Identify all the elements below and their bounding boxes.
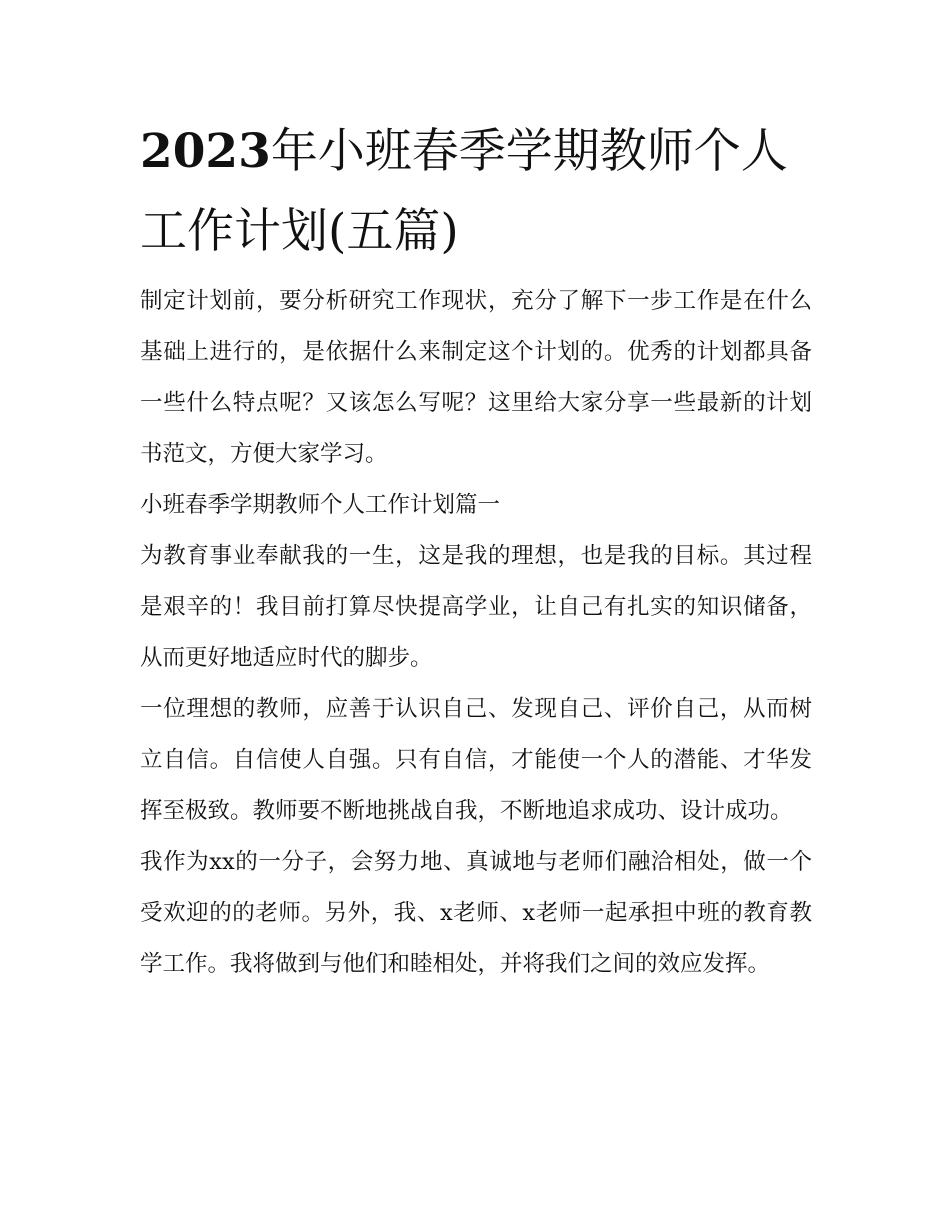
body-paragraph: 为教育事业奉献我的一生，这是我的理想，也是我的目标。其过程是艰辛的！我目前打算尽快提高学业，让自己有扎实的知识储备，从而更好地适应时代的脚步。 [140,543,812,671]
title-year: 2023 [140,124,271,179]
body-paragraph: 我作为xx的一分子，会努力地、真诚地与老师们融洽相处，做一个受欢迎的的老师。另外，我、x老师、x老师一起承担中班的教育教学工作。我将做到与他们和睦相处，并将我们之间的效应发挥。 [140,849,812,977]
title-text: 年小班春季学期教师个人工作计划(五篇) [140,124,788,259]
section-heading: 小班春季学期教师个人工作计划篇一 [140,492,501,518]
body-paragraph: 一位理想的教师，应善于认识自己、发现自己、评价自己，从而树立自信。自信使人自强。只有自信，才能使一个人的潜能、才华发挥至极致。教师要不断地挑战自我，不断地追求成功、设计成功。 [140,696,812,824]
document-title [140,112,810,272]
intro-paragraph: 制定计划前，要分析研究工作现状，充分了解下一步工作是在什么基础上进行的，是依据什么来制定这个计划的。优秀的计划都具备一些什么特点呢？又该怎么写呢？这里给大家分享一些最新的计划书范文，方便大家学习。 [140,288,812,467]
document-body [140,276,812,990]
